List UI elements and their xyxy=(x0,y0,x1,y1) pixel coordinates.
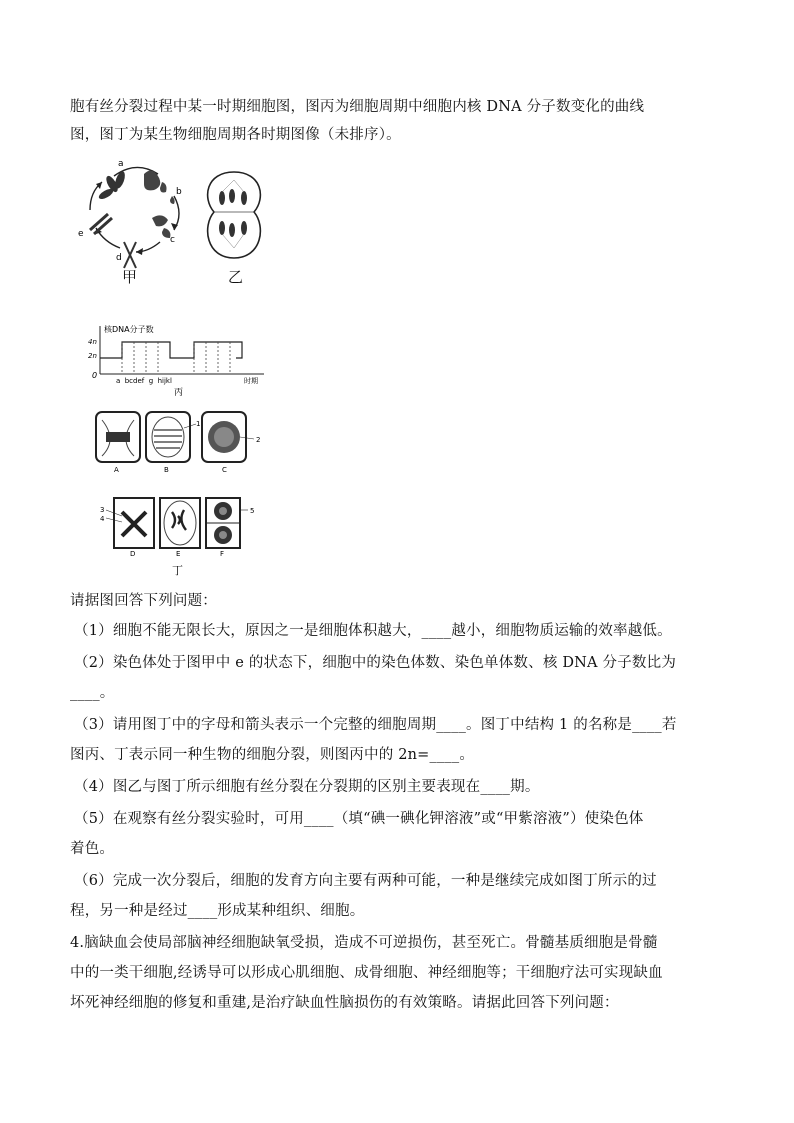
stage-label-e: e xyxy=(78,229,84,239)
figure-yi xyxy=(200,168,268,262)
cell-A xyxy=(96,412,140,462)
stage-a-chromosomes xyxy=(97,170,127,201)
question-2-line-2: ____。 xyxy=(70,685,115,701)
figure-bing-chart xyxy=(86,322,276,398)
question-6-line-2: 程，另一种是经过____形成某种组织、细胞。 xyxy=(70,903,365,919)
stage-label-b: b xyxy=(176,187,182,197)
next-question-line-1: 4.脑缺血会使局部脑神经细胞缺氧受损，造成不可逆损伤，甚至死亡。骨髓基质细胞是骨髓 xyxy=(70,935,658,951)
question-5-line-2: 着色。 xyxy=(70,841,115,857)
question-3-line-2: 图丙、丁表示同一种生物的细胞分裂，则图丙中的 2n=____。 xyxy=(70,747,475,763)
stage-b-chromosomes xyxy=(144,170,175,204)
cell-label-A: A xyxy=(114,466,119,474)
cell-label-C: C xyxy=(222,466,227,474)
stage-d-chromosome xyxy=(124,242,136,268)
cell-label-E: E xyxy=(176,550,181,558)
question-4: （4）图乙与图丁所示细胞有丝分裂在分裂期的区别主要表现在____期。 xyxy=(74,779,540,795)
structure-number-3: 3 xyxy=(100,506,105,514)
stage-e-chromosome xyxy=(90,214,112,234)
cell-label-B: B xyxy=(164,466,169,474)
y-tick-2n: 2n xyxy=(88,352,97,360)
question-6-line-1: （6）完成一次分裂后，细胞的发育方向主要有两种可能，一种是继续完成如图丁所示的过 xyxy=(74,873,657,889)
question-2-line-1: （2）染色体处于图甲中 e 的状态下，细胞中的染色体数、染色单体数、核 DNA 分子数比为 xyxy=(74,655,677,671)
y-axis-label: 核DNA分子数 xyxy=(104,325,154,334)
cell-C xyxy=(202,412,254,462)
y-tick-0: 0 xyxy=(92,371,98,380)
x-axis-label: 时期 xyxy=(244,377,258,385)
structure-number-2: 2 xyxy=(256,436,261,444)
stage-label-c: c xyxy=(170,235,175,245)
figure-yi-caption: 乙 xyxy=(228,268,244,286)
cell-E xyxy=(160,498,200,548)
x-ticks: a bcdef g hijkl xyxy=(116,377,172,385)
cell-D xyxy=(106,498,154,548)
structure-number-4: 4 xyxy=(100,515,105,523)
question-1: （1）细胞不能无限长大，原因之一是细胞体积越大，____越小，细胞物质运输的效率越低。 xyxy=(74,623,672,639)
question-3-line-1: （3）请用图丁中的字母和箭头表示一个完整的细胞周期____。图丁中结构 1 的名称是____若 xyxy=(74,717,677,733)
stage-c-chromosomes xyxy=(152,215,170,238)
cell-label-D: D xyxy=(130,550,136,558)
y-tick-4n: 4n xyxy=(88,338,97,346)
figure-ding-caption: 丁 xyxy=(172,564,183,577)
question-5-line-1: （5）在观察有丝分裂实验时，可用____（填“碘一碘化钾溶液”或“甲紫溶液”）使染色体 xyxy=(74,811,644,827)
intro-line-2: 图，图丁为某生物细胞周期各时期图像（未排序）。 xyxy=(70,127,401,143)
cell-F xyxy=(206,498,248,548)
intro-line-1: 胞有丝分裂过程中某一时期细胞图，图丙为细胞周期中细胞内核 DNA 分子数变化的曲线 xyxy=(70,99,645,115)
dna-curve xyxy=(100,342,242,358)
next-question-line-2: 中的一类干细胞,经诱导可以形成心肌细胞、成骨细胞、神经细胞等；干细胞疗法可实现缺血 xyxy=(70,965,663,981)
stage-label-a: a xyxy=(118,159,124,169)
cell-label-F: F xyxy=(220,550,225,558)
structure-number-5: 5 xyxy=(250,507,255,515)
structure-number-1: 1 xyxy=(196,420,201,428)
questions-prompt: 请据图回答下列问题： xyxy=(70,593,217,609)
figure-jia-caption: 甲 xyxy=(122,268,138,286)
stage-label-d: d xyxy=(116,253,122,263)
cell-B xyxy=(146,412,196,462)
figure-ding xyxy=(88,410,268,580)
next-question-line-3: 坏死神经细胞的修复和重建,是治疗缺血性脑损伤的有效策略。请据此回答下列问题： xyxy=(70,995,619,1011)
figure-bing-caption: 丙 xyxy=(174,388,184,398)
